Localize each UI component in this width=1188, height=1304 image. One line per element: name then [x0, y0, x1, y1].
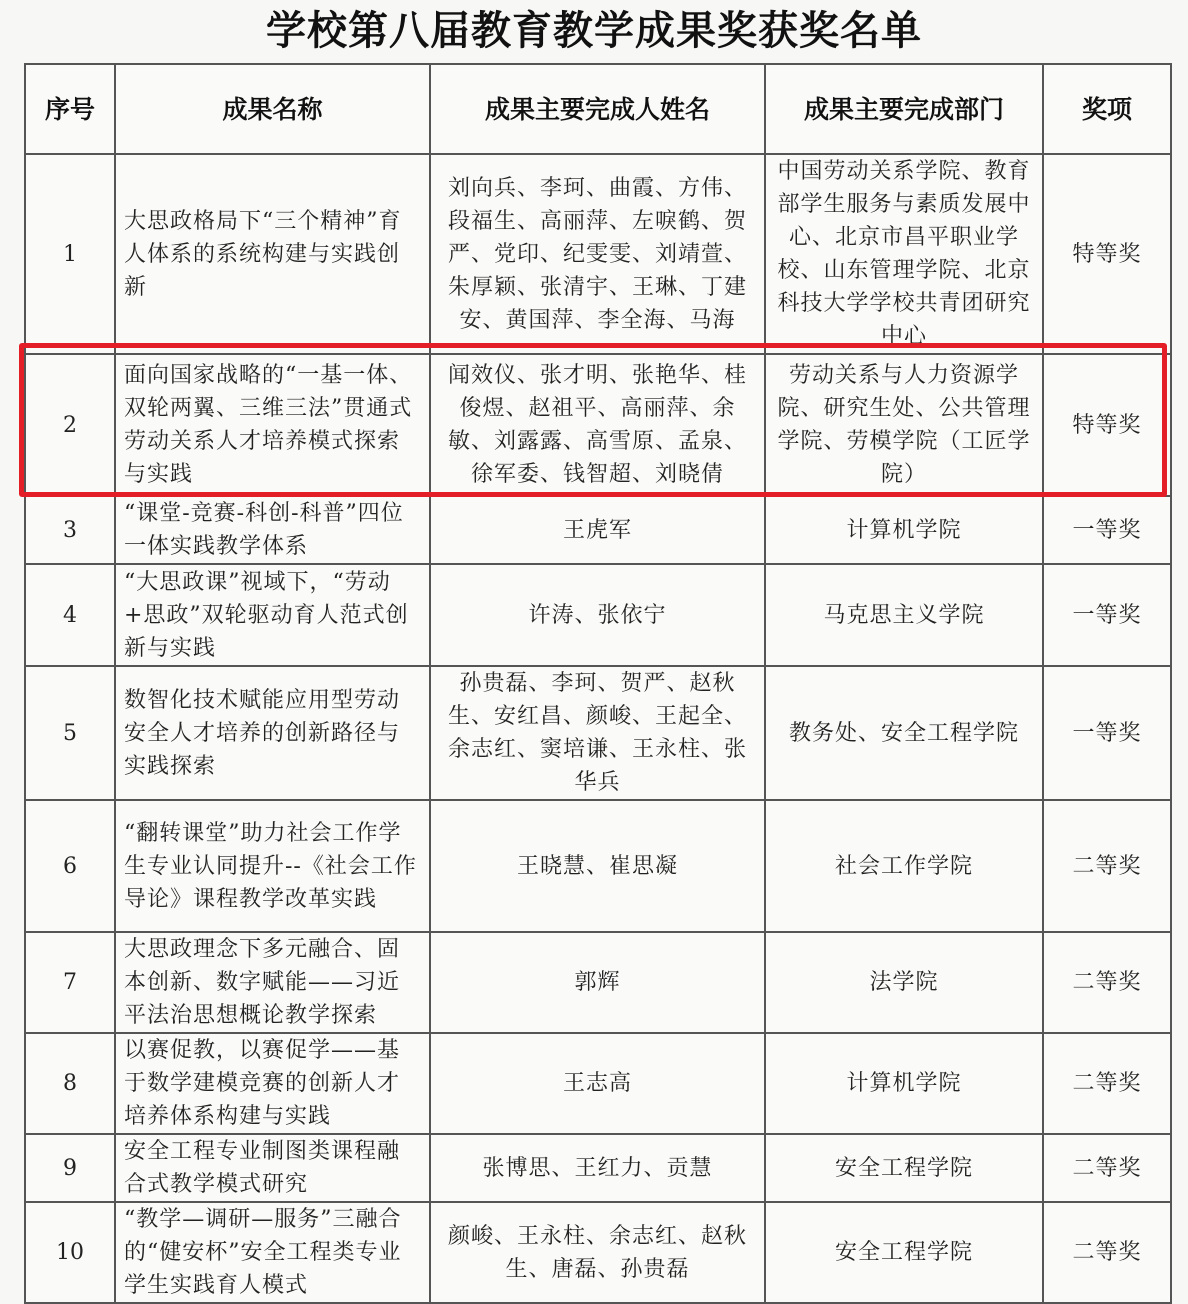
header-name: 成果名称: [115, 64, 430, 154]
cell-name: “教学—调研—服务”三融合的“健安杯”安全工程类专业学生实践育人模式: [115, 1202, 430, 1303]
cell-name: “翻转课堂”助力社会工作学生专业认同提升--《社会工作导论》课程教学改革实践: [115, 800, 430, 932]
table-row: [25, 1202, 1171, 1303]
cell-persons: 颜峻、王永柱、余志红、赵秋生、唐磊、孙贵磊: [430, 1202, 765, 1303]
cell-name: 安全工程专业制图类课程融合式教学模式研究: [115, 1134, 430, 1202]
cell-dept: 安全工程学院: [765, 1134, 1043, 1202]
cell-dept: 法学院: [765, 932, 1043, 1033]
table-row: [25, 154, 1171, 354]
header-award: 奖项: [1043, 64, 1171, 154]
cell-no: 5: [25, 666, 115, 800]
cell-persons: 王晓慧、崔思凝: [430, 800, 765, 932]
cell-persons: 郭辉: [430, 932, 765, 1033]
cell-dept: 社会工作学院: [765, 800, 1043, 932]
cell-name: “大思政课”视域下，“劳动+思政”双轮驱动育人范式创新与实践: [115, 564, 430, 666]
cell-persons: 王虎军: [430, 496, 765, 564]
header-persons: 成果主要完成人姓名: [430, 64, 765, 154]
cell-award: 二等奖: [1043, 1033, 1171, 1134]
cell-award: 特等奖: [1043, 354, 1171, 496]
cell-dept: 马克思主义学院: [765, 564, 1043, 666]
cell-dept: 计算机学院: [765, 496, 1043, 564]
cell-persons: 王志高: [430, 1033, 765, 1134]
cell-award: 二等奖: [1043, 932, 1171, 1033]
table-row: [25, 354, 1171, 496]
cell-award: 二等奖: [1043, 800, 1171, 932]
cell-persons: 许涛、张依宁: [430, 564, 765, 666]
header-dept: 成果主要完成部门: [765, 64, 1043, 154]
table-row: [25, 564, 1171, 666]
cell-persons: 刘向兵、李珂、曲霞、方伟、段福生、高丽萍、左唳鹤、贺严、党印、纪雯雯、刘靖萱、朱厚颖、张清宇、王琳、丁建安、黄国萍、李全海、马海: [430, 154, 765, 354]
cell-name: 数智化技术赋能应用型劳动安全人才培养的创新路径与实践探索: [115, 666, 430, 800]
table-row: [25, 1033, 1171, 1134]
table-header-row: [25, 64, 1171, 154]
table-row: [25, 1134, 1171, 1202]
award-table: [24, 63, 1172, 1304]
table-row: [25, 932, 1171, 1033]
cell-award: 一等奖: [1043, 666, 1171, 800]
cell-dept: 安全工程学院: [765, 1202, 1043, 1303]
cell-no: 8: [25, 1033, 115, 1134]
cell-name: 面向国家战略的“一基一体、双轮两翼、三维三法”贯通式劳动关系人才培养模式探索与实践: [115, 354, 430, 496]
cell-name: 大思政格局下“三个精神”育人体系的系统构建与实践创新: [115, 154, 430, 354]
cell-persons: 孙贵磊、李珂、贺严、赵秋生、安红昌、颜峻、王起全、余志红、窦培谦、王永柱、张华兵: [430, 666, 765, 800]
cell-award: 二等奖: [1043, 1202, 1171, 1303]
cell-dept: 劳动关系与人力资源学院、研究生处、公共管理学院、劳模学院（工匠学院）: [765, 354, 1043, 496]
cell-dept: 计算机学院: [765, 1033, 1043, 1134]
cell-name: “课堂-竞赛-科创-科普”四位一体实践教学体系: [115, 496, 430, 564]
table-row: [25, 800, 1171, 932]
cell-award: 二等奖: [1043, 1134, 1171, 1202]
cell-dept: 教务处、安全工程学院: [765, 666, 1043, 800]
cell-award: 一等奖: [1043, 564, 1171, 666]
cell-dept: 中国劳动关系学院、教育部学生服务与素质发展中心、北京市昌平职业学校、山东管理学院、北京科技大学学校共青团研究中心: [765, 154, 1043, 354]
cell-persons: 闻效仪、张才明、张艳华、桂俊煜、赵祖平、高丽萍、余敏、刘露露、高雪原、孟泉、徐军委、钱智超、刘晓倩: [430, 354, 765, 496]
cell-award: 特等奖: [1043, 154, 1171, 354]
page-title: 学校第八届教育教学成果奖获奖名单: [266, 8, 922, 54]
cell-no: 2: [25, 354, 115, 496]
cell-name: 大思政理念下多元融合、固本创新、数字赋能——习近平法治思想概论教学探索: [115, 932, 430, 1033]
table-row: [25, 666, 1171, 800]
cell-no: 4: [25, 564, 115, 666]
cell-no: 9: [25, 1134, 115, 1202]
header-no: 序号: [25, 64, 115, 154]
cell-name: 以赛促教，以赛促学——基于数学建模竞赛的创新人才培养体系构建与实践: [115, 1033, 430, 1134]
cell-no: 3: [25, 496, 115, 564]
cell-persons: 张博思、王红力、贡慧: [430, 1134, 765, 1202]
cell-no: 1: [25, 154, 115, 354]
table-row: [25, 496, 1171, 564]
cell-no: 6: [25, 800, 115, 932]
cell-award: 一等奖: [1043, 496, 1171, 564]
cell-no: 10: [25, 1202, 115, 1303]
cell-no: 7: [25, 932, 115, 1033]
